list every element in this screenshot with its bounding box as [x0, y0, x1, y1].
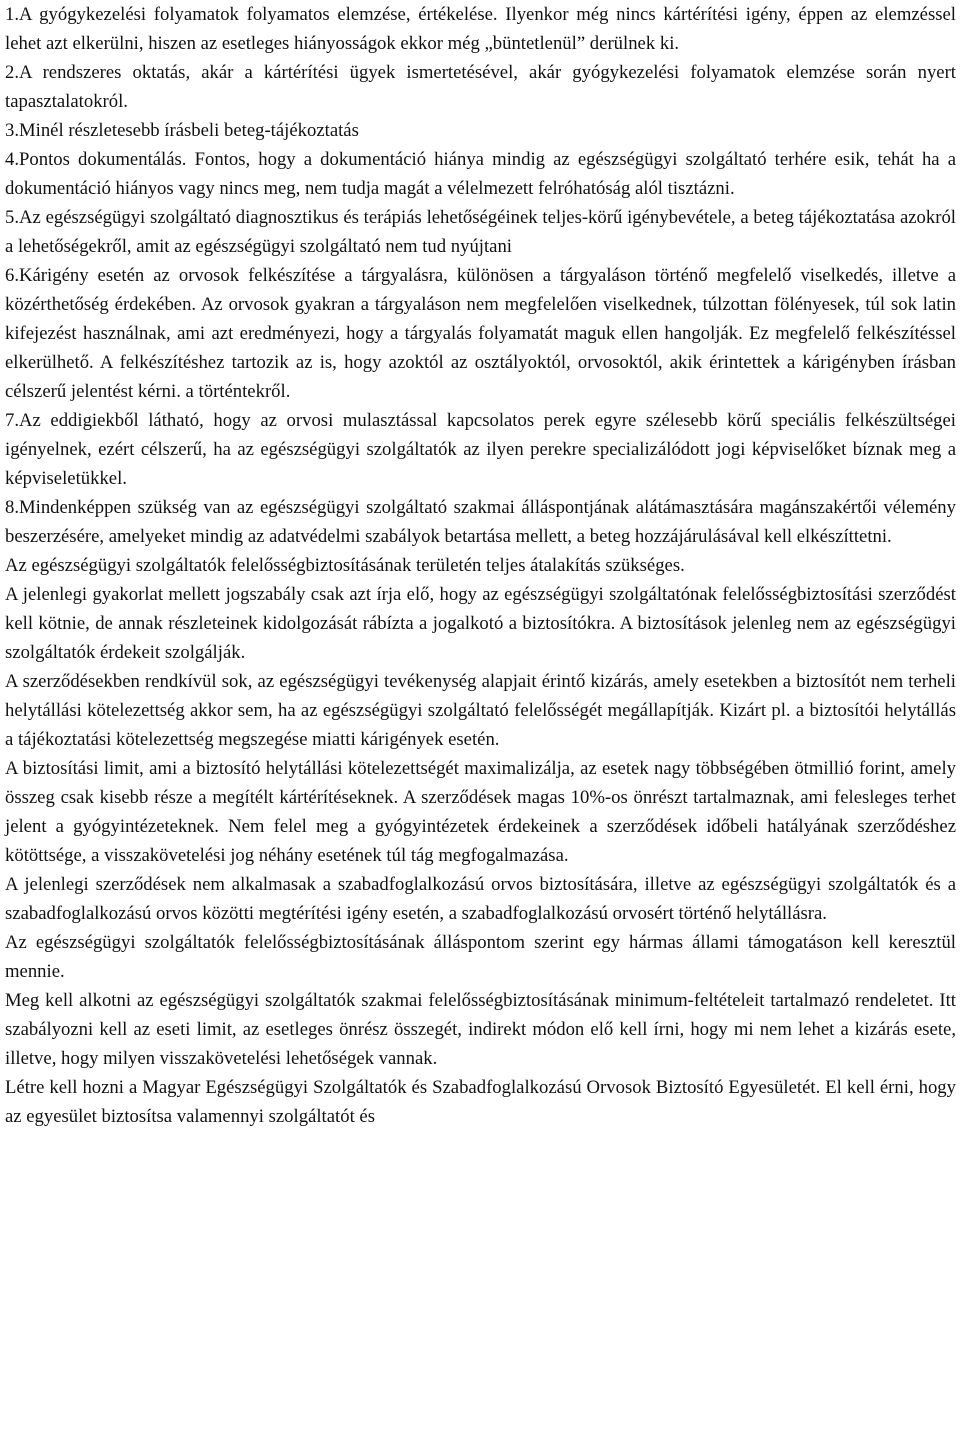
paragraph-freelance-doctors: A jelenlegi szerződések nem alkalmasak a szabadfoglalkozású orvos biztosítására, illetve az egészségügyi szolgáltatók és a szabadfoglalkozású orvos közötti megtérítési igény esetén, a szabadfoglalkozású orvosért történő helytállásra.: [5, 874, 956, 924]
paragraph-exclusions: A szerződésekben rendkívül sok, az egészségügyi tevékenység alapjait érintő kizárás, amely esetekben a biztosítót nem terheli helytállási kötelezettség akkor sem, ha az egészségügyi szolgáltató felelősségét megállapítják. Kizárt pl. a biztosítói helytállás a tájékoztatási kötelezettség megszegése miatti kárigények esetén.: [5, 671, 956, 750]
paragraph-current-practice: A jelenlegi gyakorlat mellett jogszabály csak azt írja elő, hogy az egészségügyi szolgáltatónak felelősségbiztosítási szerződést kell kötnie, de annak részleteinek kidolgozását rábízta a jogalkotó a biztosítókra. A biztosítások jelenleg nem az egészségügyi szolgáltatók érdekeit szolgálják.: [5, 584, 956, 663]
paragraph-item-3: 3.Minél részletesebb írásbeli beteg-tájékoztatás: [5, 120, 359, 141]
paragraph-item-5: 5.Az egészségügyi szolgáltató diagnosztikus és terápiás lehetőségéinek teljes-körű igénybevétele, a beteg tájékoztatása azokról a lehetőségekről, amit az egészségügyi szolgáltató nem tud nyújtani: [5, 207, 956, 257]
paragraph-item-4: 4.Pontos dokumentálás. Fontos, hogy a dokumentáció hiánya mindig az egészségügyi szolgáltató terhére esik, tehát ha a dokumentáció hiányos vagy nincs meg, nem tudja magát a vélelmezett felróhatóság alól tisztázni.: [5, 149, 956, 199]
paragraph-item-1: 1.A gyógykezelési folyamatok folyamatos elemzése, értékelése. Ilyenkor még nincs kártérítési igény, éppen az elemzéssel lehet azt elkerülni, hiszen az esetleges hiányosságok ekkor még „büntetlenül” derülnek ki.: [5, 4, 956, 54]
paragraph-item-2: 2.A rendszeres oktatás, akár a kártérítési ügyek ismertetésével, akár gyógykezelési folyamatok elemzése során nyert tapasztalatokról.: [5, 62, 956, 112]
paragraph-item-6: 6.Kárigény esetén az orvosok felkészítése a tárgyalásra, különösen a tárgyaláson történő megfelelő viselkedés, illetve a közérthetőség érdekében. Az orvosok gyakran a tárgyaláson nem megfelelően viselkednek, túlzottan fölényesek, túl sok latin kifejezést használnak, ami azt eredményezi, hogy a tárgyalás folyamatát maguk ellen hangolják. Ez megfelelő felkészítéssel elkerülhető. A felkészítéshez tartozik az is, hogy azoktól az osztályoktól, orvosoktól, akik érintettek a kárigényben írásban célszerű jelentést kérni. a történtekről.: [5, 265, 956, 402]
paragraph-item-8: 8.Mindenképpen szükség van az egészségügyi szolgáltató szakmai álláspontjának alátámasztására magánszakértői vélemény beszerzésére, amelyeket mindig az adatvédelmi szabályok betartása mellett, a beteg hozzájárulásával kell elkészíttetni.: [5, 497, 956, 547]
paragraph-insurance-limit: A biztosítási limit, ami a biztosító helytállási kötelezettségét maximalizálja, az esetek nagy többségében ötmillió forint, amely összeg csak kisebb része a megítélt kártérítéseknek. A szerződések magas 10%-os önrészt tartalmaznak, ami felesleges terhet jelent a gyógyintézeteknek. Nem felel meg a gyógyintézetek érdekeinek a szerződések időbeli hatályának szerződéshez kötöttsége, a visszakövetelési jog néhány esetének túl tág megfogalmazása.: [5, 758, 956, 866]
paragraph-item-7: 7.Az eddigiekből látható, hogy az orvosi mulasztással kapcsolatos perek egyre szélesebb körű speciális felkészültségei igényelnek, ezért célszerű, ha az egészségügyi szolgáltatók az ilyen perekre specializálódott jogi képviselőket bíznak meg a képviseletükkel.: [5, 410, 956, 489]
paragraph-minimum-conditions: Meg kell alkotni az egészségügyi szolgáltatók szakmai felelősségbiztosításának minimum-feltételeit tartalmazó rendeletet. Itt szabályozni kell az eseti limit, az esetleges önrész összegét, indirekt módon elő kell írni, hogy mi nem lehet a kizárás esete, illetve, hogy milyen visszakövetelési lehetőségek vannak.: [5, 990, 956, 1069]
paragraph-insurance-reform: Az egészségügyi szolgáltatók felelősségbiztosításának területén teljes átalakítás szükséges.: [5, 555, 685, 576]
paragraph-association: Létre kell hozni a Magyar Egészségügyi Szolgáltatók és Szabadfoglalkozású Orvosok Biztosító Egyesületét. El kell érni, hogy az egyesület biztosítsa valamennyi szolgáltatót és: [5, 1077, 956, 1127]
paragraph-state-support: Az egészségügyi szolgáltatók felelősségbiztosításának álláspontom szerint egy hármas állami támogatáson kell keresztül mennie.: [5, 932, 956, 982]
